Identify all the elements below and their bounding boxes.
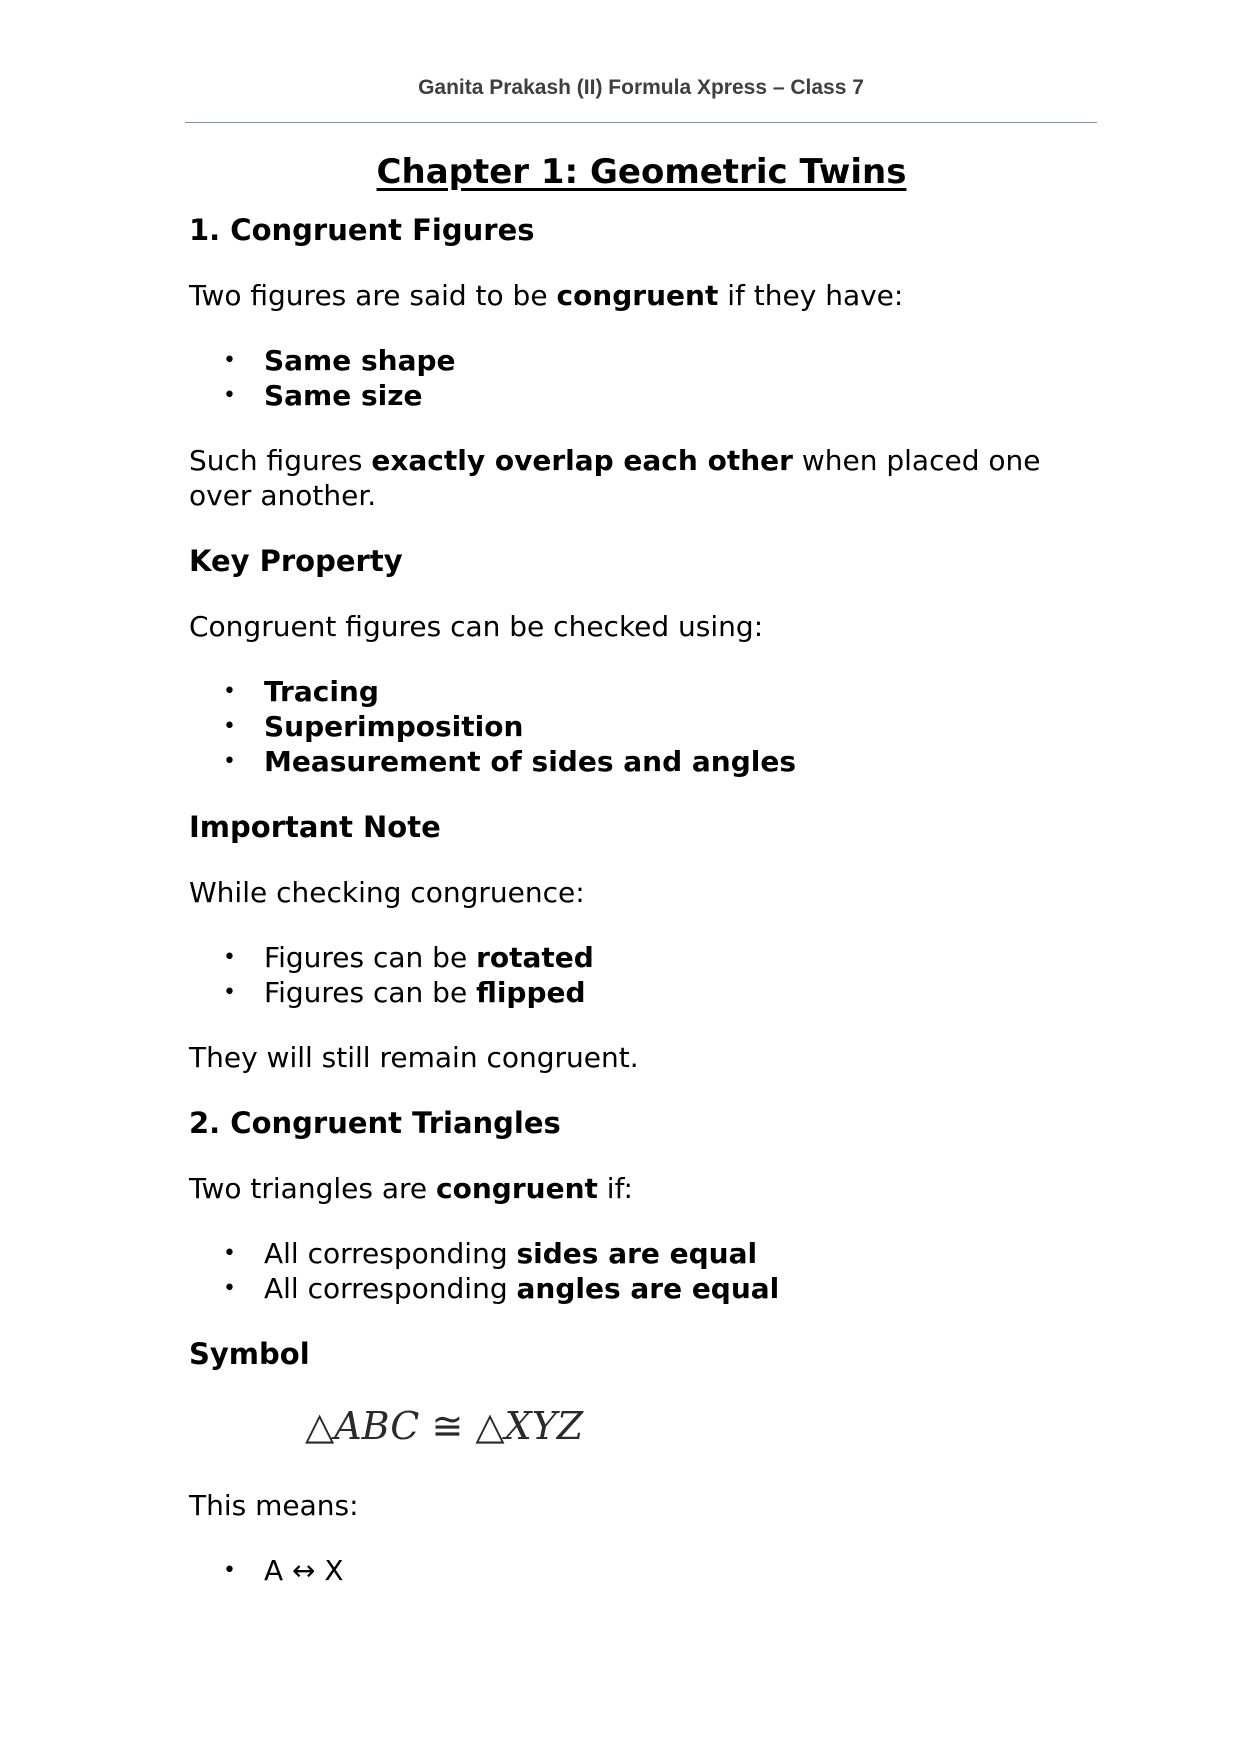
list-note-items bbox=[189, 940, 1094, 1010]
list-item bbox=[189, 940, 1094, 975]
bold-term: rotated bbox=[476, 941, 594, 974]
paragraph-remain-congruent: They will still remain congruent. bbox=[189, 1041, 639, 1074]
paragraph-key-property: Congruent figures can be checked using: bbox=[189, 610, 764, 643]
chapter-title: Chapter 1: Geometric Twins bbox=[376, 152, 907, 192]
paragraph-triangle-definition bbox=[189, 1171, 1094, 1206]
text-run: if they have: bbox=[718, 279, 904, 312]
bullet-icon: • bbox=[223, 1241, 236, 1266]
formula-vertices: ABC bbox=[334, 1404, 420, 1448]
list-triangle-conditions bbox=[189, 1236, 1094, 1306]
bold-term: congruent bbox=[436, 1172, 598, 1205]
paragraph-this-means: This means: bbox=[189, 1489, 359, 1522]
paragraph-important-note: While checking congruence: bbox=[189, 876, 585, 909]
section-heading-important-note: Important Note bbox=[189, 810, 441, 844]
bold-term: exactly overlap each other bbox=[371, 444, 793, 477]
text-run: if: bbox=[597, 1172, 633, 1205]
bullet-icon: • bbox=[223, 679, 236, 704]
section-heading-key-property: Key Property bbox=[189, 544, 403, 578]
text-run: Figures can be bbox=[264, 941, 477, 974]
page-header bbox=[185, 0, 1097, 123]
bold-term: flipped bbox=[476, 976, 586, 1009]
bullet-icon: • bbox=[223, 714, 236, 739]
list-item-text: Tracing bbox=[264, 675, 379, 708]
congruent-symbol: ≅ bbox=[431, 1404, 464, 1448]
bullet-icon: • bbox=[223, 383, 236, 408]
text-run: when placed one over another. bbox=[189, 444, 1041, 512]
bullet-icon: • bbox=[223, 749, 236, 774]
document-body bbox=[189, 148, 1094, 1618]
list-item bbox=[189, 674, 1094, 709]
list-item-text: Measurement of sides and angles bbox=[264, 745, 796, 778]
list-item-text: Same shape bbox=[264, 344, 456, 377]
list-congruent-conditions bbox=[189, 343, 1094, 413]
list-correspondence bbox=[189, 1553, 1094, 1588]
text-run: Two figures are said to be bbox=[189, 279, 557, 312]
section-heading-congruent-triangles: 2. Congruent Triangles bbox=[189, 1106, 561, 1140]
bold-term: sides are equal bbox=[516, 1237, 758, 1270]
section-heading-congruent-figures: 1. Congruent Figures bbox=[189, 213, 535, 247]
list-checking-methods bbox=[189, 674, 1094, 779]
bullet-icon: • bbox=[223, 348, 236, 373]
section-heading-symbol: Symbol bbox=[189, 1337, 310, 1371]
text-run: All corresponding bbox=[264, 1237, 517, 1270]
list-item bbox=[189, 709, 1094, 744]
list-item-text: A ↔ X bbox=[264, 1554, 344, 1587]
bullet-icon: • bbox=[223, 945, 236, 970]
triangle-symbol: △ bbox=[475, 1404, 505, 1448]
bullet-icon: • bbox=[223, 1558, 236, 1583]
text-run: All corresponding bbox=[264, 1272, 517, 1305]
list-item bbox=[189, 343, 1094, 378]
text-run: Such figures bbox=[189, 444, 372, 477]
text-run: Two triangles are bbox=[189, 1172, 437, 1205]
list-item-text: Same size bbox=[264, 379, 423, 412]
bullet-icon: • bbox=[223, 1276, 236, 1301]
formula-vertices: XYZ bbox=[504, 1404, 584, 1448]
bold-term: angles are equal bbox=[516, 1272, 780, 1305]
congruence-formula bbox=[305, 1402, 1094, 1450]
paragraph-overlap bbox=[189, 443, 1094, 513]
list-item bbox=[189, 1553, 1094, 1588]
bold-term: congruent bbox=[556, 279, 719, 312]
list-item bbox=[189, 1236, 1094, 1271]
triangle-symbol: △ bbox=[305, 1404, 335, 1448]
list-item-text: Superimposition bbox=[264, 710, 524, 743]
text-run: Figures can be bbox=[264, 976, 477, 1009]
paragraph-congruent-definition bbox=[189, 278, 1094, 313]
header-title: Ganita Prakash (II) Formula Xpress – Class 7 bbox=[418, 76, 864, 99]
list-item bbox=[189, 975, 1094, 1010]
list-item bbox=[189, 744, 1094, 779]
list-item bbox=[189, 1271, 1094, 1306]
list-item bbox=[189, 378, 1094, 413]
bullet-icon: • bbox=[223, 980, 236, 1005]
